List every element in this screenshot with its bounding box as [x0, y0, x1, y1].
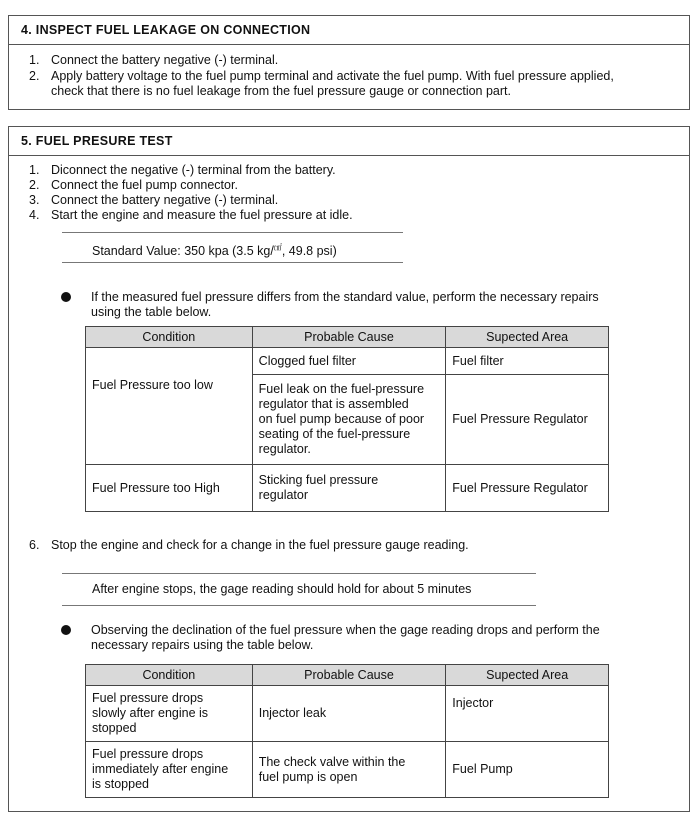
column-header: Supected Area [446, 665, 609, 686]
step-text: Connect the battery negative (-) terminal. [51, 193, 279, 207]
cell-line: slowly after engine is [92, 706, 209, 720]
section-5-title: 5. FUEL PRESURE TEST [9, 127, 689, 156]
bullet-text-line: Observing the declination of the fuel pressure when the gage reading drops and perform the [91, 623, 600, 637]
cell-line: on fuel pump because of poor [258, 412, 425, 426]
standard-value-prefix: Standard Value: 350 kpa (3.5 kg/ [92, 244, 274, 259]
step-text-line: Apply battery voltage to the fuel pump terminal and activate the fuel pump. With fuel pressure applied, [51, 69, 614, 83]
step-number: 2. [29, 69, 40, 83]
step-text: Connect the battery negative (-) terminal. [51, 53, 279, 67]
condition-cell: Fuel Pressure too low [86, 348, 253, 465]
cell-line: Fuel leak on the fuel-pressure [258, 382, 425, 396]
cell-line: immediately after engine [92, 762, 229, 776]
note-box [62, 573, 536, 606]
area-cell: Fuel filter [446, 348, 609, 375]
bullet-icon [61, 625, 71, 635]
standard-value-unit: ㎠ [273, 243, 282, 252]
list-item [9, 163, 689, 178]
bullet-text-line: If the measured fuel pressure differs from the standard value, perform the necessary repairs [91, 290, 599, 304]
cause-cell: Clogged fuel filter [252, 348, 446, 375]
list-item [9, 69, 689, 99]
cause-cell [252, 465, 446, 512]
step-text: Diconnect the negative (-) terminal from the battery. [51, 163, 336, 177]
step-text-line: check that there is no fuel leakage from the fuel pressure gauge or connection part. [51, 84, 511, 98]
step-number: 4. [29, 208, 40, 222]
cell-line: The check valve within the [258, 754, 406, 769]
step-number: 1. [29, 163, 40, 177]
step-text: Connect the fuel pump connector. [51, 178, 238, 192]
table-header-row [86, 327, 609, 348]
cell-line: regulator. [258, 442, 311, 456]
area-cell: Fuel Pressure Regulator [446, 465, 609, 512]
list-item [9, 538, 689, 553]
cell-line: Fuel pressure drops [92, 747, 204, 761]
cell-line: stopped [92, 721, 137, 735]
list-item [9, 193, 689, 208]
pressure-drop-table [85, 664, 609, 798]
area-cell: Fuel Pressure Regulator [446, 375, 609, 465]
section-5-steps [9, 163, 689, 223]
step-number: 6. [29, 538, 40, 552]
standard-value-box [62, 232, 403, 263]
bullet-text-line: using the table below. [91, 305, 212, 319]
section-5-step-6 [9, 538, 689, 553]
section-5-box [8, 126, 690, 812]
bullet-text-line: necessary repairs using the table below. [91, 638, 314, 652]
section-4-title: 4. INSPECT FUEL LEAKAGE ON CONNECTION [9, 16, 689, 45]
pressure-repair-table [85, 326, 609, 512]
note-text: After engine stops, the gage reading should hold for about 5 minutes [92, 582, 472, 596]
cell-line: Injector leak [258, 706, 327, 720]
column-header: Probable Cause [252, 665, 446, 686]
table-row [86, 742, 609, 798]
table-row [86, 348, 609, 375]
section-4-steps [9, 53, 689, 99]
step-text: Start the engine and measure the fuel pressure at idle. [51, 208, 353, 222]
condition-cell [86, 742, 253, 798]
bullet-icon [61, 292, 71, 302]
column-header: Condition [86, 327, 253, 348]
column-header: Probable Cause [252, 327, 446, 348]
cell-line: is stopped [92, 777, 149, 791]
standard-value-suffix: , 49.8 psi) [281, 244, 337, 259]
cell-line: Sticking fuel pressure [258, 473, 379, 487]
cell-line: regulator [258, 488, 309, 502]
step-number: 3. [29, 193, 40, 207]
area-cell: Injector [446, 686, 609, 742]
cell-line: Fuel pressure drops [92, 691, 204, 705]
list-item [9, 208, 689, 223]
cell-line: fuel pump is open [258, 769, 358, 784]
step-number: 2. [29, 178, 40, 192]
cell-line: seating of the fuel-pressure [258, 427, 411, 441]
cause-cell [252, 742, 446, 798]
list-item [9, 178, 689, 193]
table-row [86, 686, 609, 742]
table-header-row [86, 665, 609, 686]
table-row [86, 465, 609, 512]
column-header: Supected Area [446, 327, 609, 348]
condition-cell: Fuel Pressure too High [86, 465, 253, 512]
step-number: 1. [29, 53, 40, 67]
cause-cell [252, 686, 446, 742]
condition-cell [86, 686, 253, 742]
cause-cell [252, 375, 446, 465]
section-4-box [8, 15, 690, 110]
list-item [9, 53, 689, 68]
cell-line: regulator that is assembled [258, 397, 409, 411]
step-text: Stop the engine and check for a change in the fuel pressure gauge reading. [51, 538, 469, 552]
column-header: Condition [86, 665, 253, 686]
area-cell: Fuel Pump [446, 742, 609, 798]
